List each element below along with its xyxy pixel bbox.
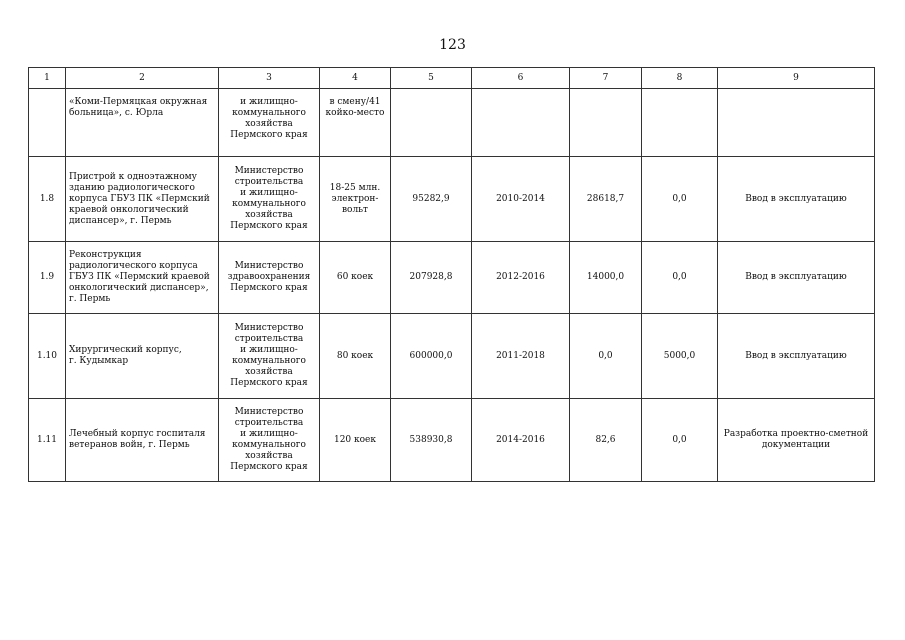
object-name: «Коми-Пермяцкая окружная больница», с. Юрла	[66, 89, 219, 157]
funding-col-8	[642, 89, 718, 157]
responsible-ministry: Министерство строительства и жилищно- коммунального хозяйства Пермского края	[219, 399, 320, 482]
estimated-cost: 600000,0	[391, 314, 472, 399]
funding-col-8: 0,0	[642, 242, 718, 314]
investment-table	[28, 67, 875, 482]
expected-result: Разработка проектно-сметной документации	[718, 399, 875, 482]
header-cell: 5	[391, 68, 472, 89]
header-cell: 3	[219, 68, 320, 89]
capacity: 60 коек	[320, 242, 391, 314]
header-cell: 2	[66, 68, 219, 89]
header-cell: 9	[718, 68, 875, 89]
expected-result: Ввод в эксплуатацию	[718, 242, 875, 314]
table-row	[29, 89, 875, 157]
expected-result: Ввод в эксплуатацию	[718, 157, 875, 242]
estimated-cost: 95282,9	[391, 157, 472, 242]
row-number	[29, 89, 66, 157]
estimated-cost	[391, 89, 472, 157]
funding-col-8: 0,0	[642, 399, 718, 482]
funding-col-7: 0,0	[570, 314, 642, 399]
funding-col-7: 14000,0	[570, 242, 642, 314]
table-row	[29, 314, 875, 399]
responsible-ministry: Министерство строительства и жилищно- коммунального хозяйства Пермского края	[219, 157, 320, 242]
responsible-ministry: и жилищно- коммунального хозяйства Пермского края	[219, 89, 320, 157]
row-number: 1.9	[29, 242, 66, 314]
construction-period: 2012-2016	[472, 242, 570, 314]
header-cell: 1	[29, 68, 66, 89]
header-cell: 7	[570, 68, 642, 89]
table-row	[29, 399, 875, 482]
capacity: 120 коек	[320, 399, 391, 482]
object-name: Пристрой к одноэтажному зданию радиологического корпуса ГБУЗ ПК «Пермский краевой онкологический диспансер», г. Пермь	[66, 157, 219, 242]
construction-period: 2010-2014	[472, 157, 570, 242]
responsible-ministry: Министерство здравоохранения Пермского края	[219, 242, 320, 314]
row-number: 1.8	[29, 157, 66, 242]
header-cell: 4	[320, 68, 391, 89]
expected-result	[718, 89, 875, 157]
estimated-cost: 538930,8	[391, 399, 472, 482]
row-number: 1.10	[29, 314, 66, 399]
header-cell: 8	[642, 68, 718, 89]
capacity: в смену/41 койко-место	[320, 89, 391, 157]
construction-period: 2014-2016	[472, 399, 570, 482]
table-row	[29, 157, 875, 242]
row-number: 1.11	[29, 399, 66, 482]
object-name: Реконструкция радиологического корпуса ГБУЗ ПК «Пермский краевой онкологический диспансер», г. Пермь	[66, 242, 219, 314]
funding-col-7: 28618,7	[570, 157, 642, 242]
object-name: Хирургический корпус, г. Кудымкар	[66, 314, 219, 399]
funding-col-7	[570, 89, 642, 157]
capacity: 18-25 млн. электрон- вольт	[320, 157, 391, 242]
estimated-cost: 207928,8	[391, 242, 472, 314]
expected-result: Ввод в эксплуатацию	[718, 314, 875, 399]
funding-col-8: 5000,0	[642, 314, 718, 399]
funding-col-7: 82,6	[570, 399, 642, 482]
construction-period	[472, 89, 570, 157]
header-row	[29, 68, 875, 89]
funding-col-8: 0,0	[642, 157, 718, 242]
object-name: Лечебный корпус госпиталя ветеранов войн, г. Пермь	[66, 399, 219, 482]
table-row	[29, 242, 875, 314]
capacity: 80 коек	[320, 314, 391, 399]
construction-period: 2011-2018	[472, 314, 570, 399]
responsible-ministry: Министерство строительства и жилищно- коммунального хозяйства Пермского края	[219, 314, 320, 399]
page-number: 123	[439, 37, 466, 53]
header-cell: 6	[472, 68, 570, 89]
